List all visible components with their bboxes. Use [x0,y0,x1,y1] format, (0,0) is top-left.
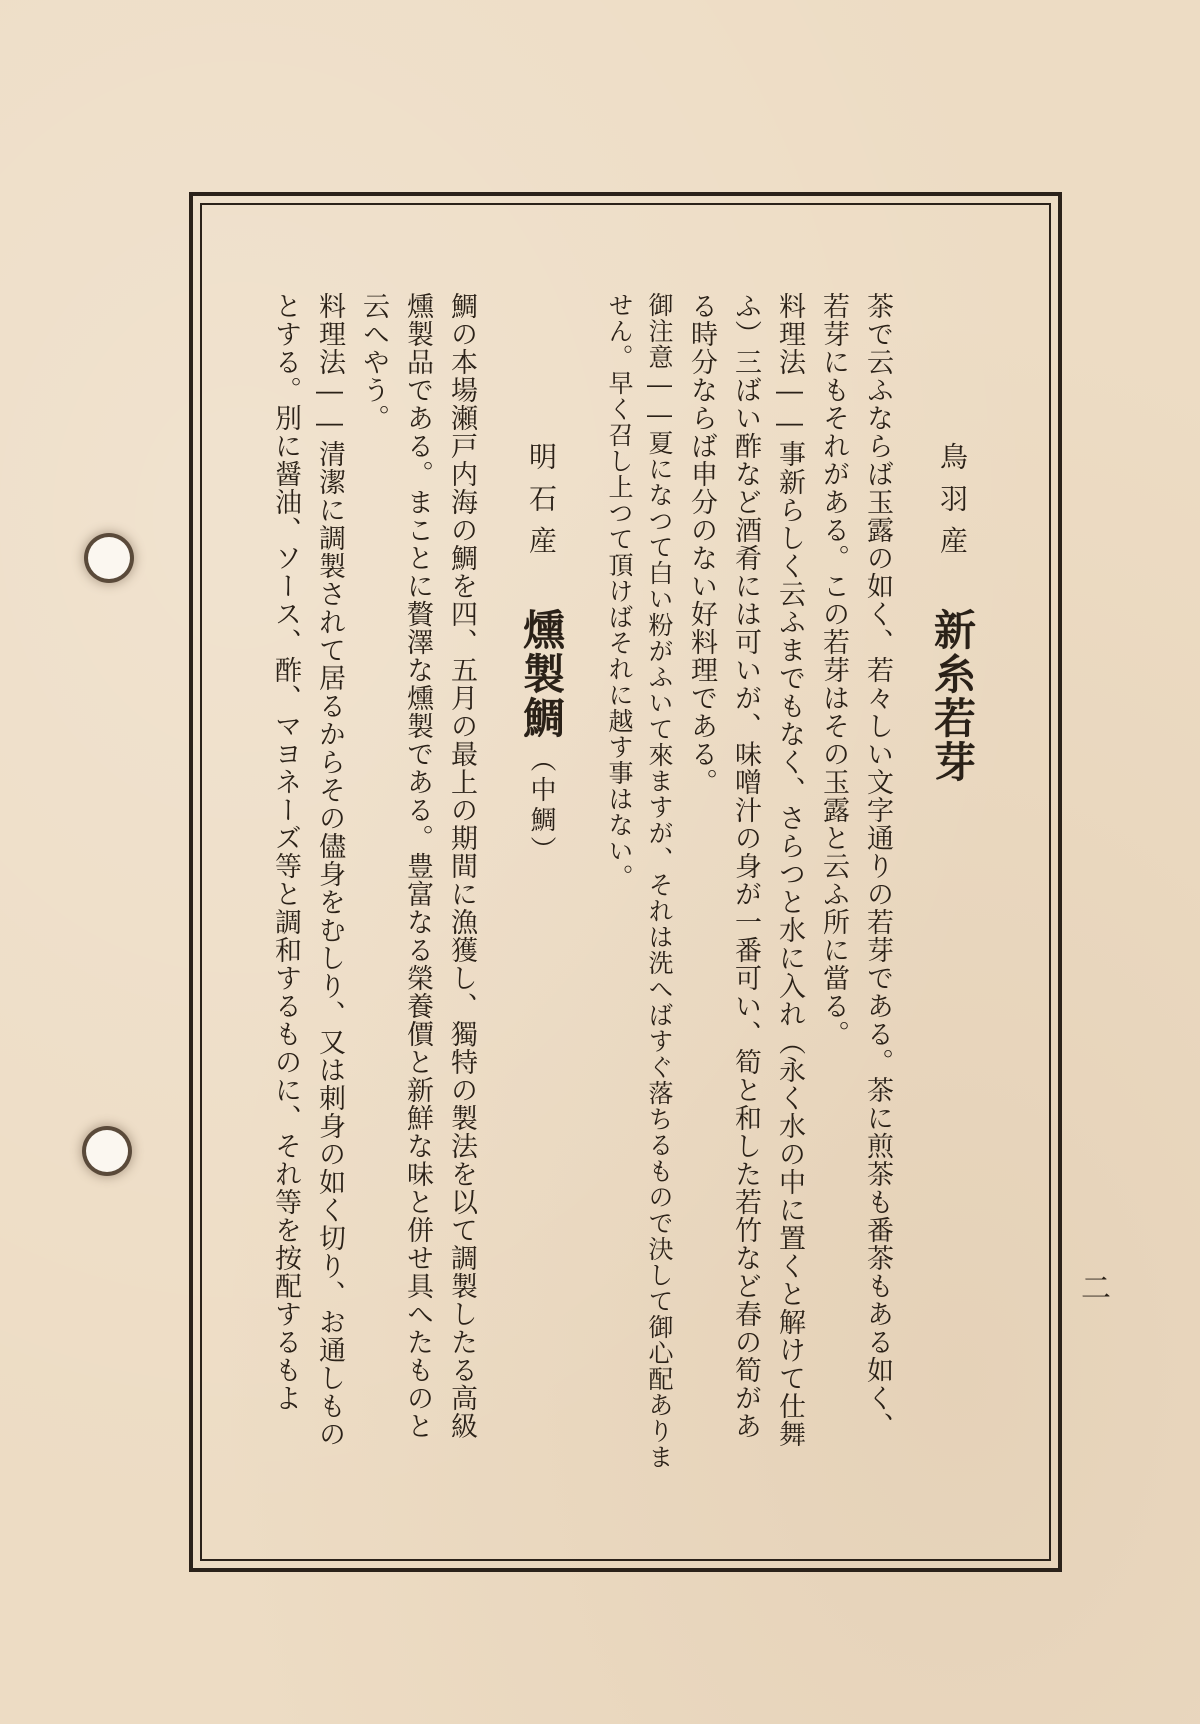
section1-place: 鳥羽産 [936,442,969,568]
section1-heading [907,292,997,1472]
section1-note: せん。早く召し上つて頂けばそれに越す事はない。 [605,292,634,890]
section1-note: 御注意――夏になつて白い粉がふいて來ますが、それは洗へばすぐ落ちるもので決して御心配ありま [645,292,674,1470]
binding-hole-bottom [86,1130,128,1172]
binding-hole-top [88,537,130,579]
section2-line: 燻製品である。まことに贅澤な燻製である。豊富なる榮養價と新鮮な味と併せ具へたものと [402,292,433,1440]
section1-line: ふ）三ばい酢など酒肴には可いが、味噌汁の身が一番可い、筍と和した若竹など春の筍があ [730,292,761,1440]
section1-title: 新糸若芽 [928,608,977,784]
section2-subtitle: （中鯛） [526,746,556,866]
section2-title: 燻製鯛 [517,608,566,740]
section2-place: 明石産 [525,442,558,568]
section1-line: 茶で云ふならば玉露の如く、若々しい文字通りの若芽である。茶に煎茶も番茶もある如く、 [862,292,893,1440]
page-number: 二 [1075,1272,1110,1302]
section2-line: 鯛の本場瀬戸内海の鯛を四、五月の最上の期間に漁獲し、獨特の製法を以て調製したる高級 [446,292,477,1440]
section2-line: 云へやう。 [358,292,389,432]
section2-line: とする。別に醤油、ソース、酢、マヨネーズ等と調和するものに、それ等を按配するもよ [270,292,301,1412]
section1-line: る時分ならば申分のない好料理である。 [686,292,717,796]
vertical-text-body [230,292,1005,1472]
section2-heading [501,292,581,1472]
section2-line: 料理法――清潔に調製されて居るからその儘身をむしり、又は刺身の如く切り、お通しもの [314,292,345,1448]
section1-line: 若芽にもそれがある。この若芽はその玉露と云ふ所に當る。 [818,292,849,1048]
section1-line: 料理法――事新らしく云ふまでもなく、さらつと水に入れ（永く水の中に置くと解けて仕舞 [774,292,805,1448]
